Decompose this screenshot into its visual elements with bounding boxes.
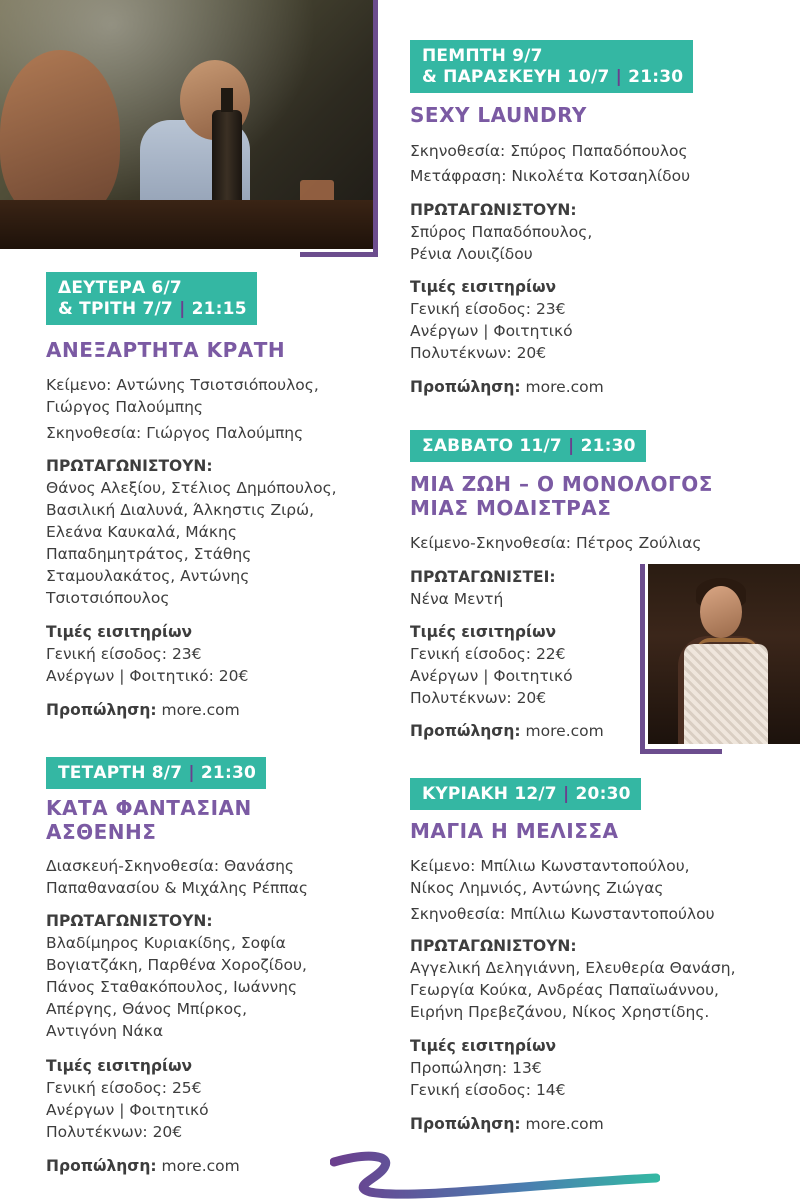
- credit-label: Κείμενο:: [410, 857, 476, 875]
- price-line: Γενική είσοδος: 14€: [410, 1081, 566, 1099]
- credit-line: [410, 165, 690, 187]
- presale-link[interactable]: more.com: [161, 1157, 240, 1175]
- cast-line: Ειρήνη Πρεβεζάνου, Νίκος Χρηστίδης.: [410, 1003, 710, 1021]
- date-line-2: & ΤΡΙΤΗ 7/7: [58, 299, 173, 319]
- presale-line: [46, 1155, 240, 1177]
- presale-label: Προπώληση:: [46, 701, 157, 719]
- credit-label: Κείμενο:: [46, 376, 112, 394]
- show-time: 21:30: [628, 67, 684, 87]
- photo-frame-accent: [640, 749, 722, 754]
- prices-label: Τιμές εισιτηρίων: [46, 623, 193, 641]
- cast-line: Ελεάνα Καυκαλά, Μάκης: [46, 523, 237, 541]
- cast-line: Αγγελική Δεληγιάννη, Ελευθερία Θανάση,: [410, 959, 736, 977]
- cast-label: ΠΡΩΤΑΓΩΝΙΣΤΕΙ:: [410, 568, 556, 586]
- cast-line: Αντιγόνη Νάκα: [46, 1022, 164, 1040]
- show-title: ΑΝΕΞΑΡΤΗΤΑ ΚΡΑΤΗ: [46, 338, 286, 362]
- prices-label: Τιμές εισιτηρίων: [410, 1037, 557, 1055]
- date-line: & ΤΡΙΤΗ 7/7 | 21:15: [58, 299, 247, 319]
- date-line: ΔΕΥΤΕΡΑ 6/7: [58, 278, 182, 298]
- credit-label: Σκηνοθεσία:: [410, 905, 506, 923]
- show-title: ΑΣΘΕΝΗΣ: [46, 820, 157, 844]
- credit-line: Κείμενο-Σκηνοθεσία: Πέτρος Ζούλιας: [410, 534, 702, 552]
- price-line: Πολυτέκνων: 20€: [46, 1123, 183, 1141]
- price-line: Ανέργων | Φοιτητικό: [410, 667, 573, 685]
- date-banner: ΤΕΤΑΡΤΗ 8/7 | 21:30: [46, 757, 266, 789]
- credit-line: Νίκος Λημνιός, Αντώνης Ζιώγας: [410, 879, 664, 897]
- presale-link[interactable]: more.com: [525, 378, 604, 396]
- date-line: ΣΑΒΒΑΤΟ 11/7: [422, 436, 562, 456]
- cast-label: ΠΡΩΤΑΓΩΝΙΣΤΟΥΝ:: [410, 937, 577, 955]
- credit-line: [46, 374, 319, 396]
- credit-value: Σπύρος Παπαδόπουλος: [510, 142, 688, 160]
- price-line: Πολυτέκνων: 20€: [410, 344, 547, 362]
- date-banner: ΣΑΒΒΑΤΟ 11/7 | 21:30: [410, 430, 646, 462]
- photo-frame-accent: [640, 564, 645, 754]
- price-line: Ανέργων | Φοιτητικό: 20€: [46, 667, 249, 685]
- credit-line: [410, 903, 715, 925]
- date-banner: ΚΥΡΙΑΚΗ 12/7 | 20:30: [410, 778, 641, 810]
- prices-label: Τιμές εισιτηρίων: [410, 623, 557, 641]
- presale-line: [46, 699, 240, 721]
- show-title: ΜΑΓΙΑ Η ΜΕΛΙΣΣΑ: [410, 819, 619, 843]
- price-line: Ανέργων | Φοιτητικό: [46, 1101, 209, 1119]
- presale-line: [410, 720, 604, 742]
- presale-link[interactable]: more.com: [161, 701, 240, 719]
- date-banner: [46, 272, 257, 325]
- cast-line: Σπύρος Παπαδόπουλος,: [410, 223, 593, 241]
- price-line: Πολυτέκνων: 20€: [410, 689, 547, 707]
- show-title: ΚΑΤΑ ΦΑΝΤΑΣΙΑΝ: [46, 796, 252, 820]
- date-banner: [410, 40, 693, 93]
- date-line: ΠΕΜΠΤΗ 9/7: [422, 46, 543, 66]
- show-title: ΜΙΑ ΖΩΗ – Ο ΜΟΝΟΛΟΓΟΣ: [410, 472, 713, 496]
- price-line: Προπώληση: 13€: [410, 1059, 542, 1077]
- show-time: 21:30: [200, 763, 257, 783]
- presale-label: Προπώληση:: [410, 722, 521, 740]
- presale-line: [410, 1113, 604, 1135]
- cast-line: Σταμουλακάτος, Αντώνης: [46, 567, 250, 585]
- cast-line: Απέργης, Θάνος Μπίρκος,: [46, 1000, 248, 1018]
- date-line: & ΠΑΡΑΣΚΕΥΗ 10/7 | 21:30: [422, 67, 684, 87]
- show-time: 20:30: [575, 784, 631, 804]
- photo-frame-accent: [300, 252, 378, 257]
- price-line: Γενική είσοδος: 22€: [410, 645, 566, 663]
- credit-value: Νικολέτα Κοτσαηλίδου: [511, 167, 691, 185]
- credit-value: Γιώργος Παλούμπης: [146, 424, 304, 442]
- price-line: Γενική είσοδος: 25€: [46, 1079, 202, 1097]
- credit-value: Αντώνης Τσιοτσιόπουλος,: [116, 376, 319, 394]
- cast-line: Θάνος Αλεξίου, Στέλιος Δημόπουλος,: [46, 479, 337, 497]
- show-time: 21:30: [580, 436, 636, 456]
- photo-frame-accent: [373, 0, 378, 257]
- cast-line: Γεωργία Κούκα, Ανδρέας Παπαϊωάννου,: [410, 981, 719, 999]
- price-line: Ανέργων | Φοιτητικό: [410, 322, 573, 340]
- credit-line: Γιώργος Παλούμπης: [46, 398, 203, 416]
- brush-stroke-decoration: [330, 1150, 660, 1200]
- show-title: SEXY LAUNDRY: [410, 103, 587, 127]
- cast-line: Βλαδίμηρος Κυριακίδης, Σοφία: [46, 934, 286, 952]
- credit-line: [46, 422, 303, 444]
- credit-label: Σκηνοθεσία:: [410, 142, 506, 160]
- credit-label: Μετάφραση:: [410, 167, 507, 185]
- credit-line: [410, 855, 690, 877]
- presale-label: Προπώληση:: [410, 1115, 521, 1133]
- presale-link[interactable]: more.com: [525, 1115, 604, 1133]
- cast-label: ΠΡΩΤΑΓΩΝΙΣΤΟΥΝ:: [46, 912, 213, 930]
- cast-line: Τσιοτσιόπουλος: [46, 589, 170, 607]
- date-line: ΚΥΡΙΑΚΗ 12/7: [422, 784, 557, 804]
- price-line: Γενική είσοδος: 23€: [46, 645, 202, 663]
- cast-label: ΠΡΩΤΑΓΩΝΙΣΤΟΥΝ:: [46, 457, 213, 475]
- credit-value: Μπίλιω Κωνσταντοπούλου,: [480, 857, 690, 875]
- credit-line: Παπαθανασίου & Μιχάλης Ρέππας: [46, 879, 308, 897]
- presale-label: Προπώληση:: [410, 378, 521, 396]
- prices-label: Τιμές εισιτηρίων: [46, 1057, 193, 1075]
- credit-value: Μπίλιω Κωνσταντοπούλου: [510, 905, 715, 923]
- show-title: ΜΙΑΣ ΜΟΔΙΣΤΡΑΣ: [410, 496, 612, 520]
- cast-line: Νένα Μεντή: [410, 590, 504, 608]
- cast-line: Πάνος Σταθακόπουλος, Ιωάννης: [46, 978, 298, 996]
- cast-line: Βογιατζάκη, Παρθένα Χοροζίδου,: [46, 956, 307, 974]
- cast-line: Βασιλική Διαλυνά, Άλκηστις Ζιρώ,: [46, 501, 315, 519]
- credit-label: Σκηνοθεσία:: [46, 424, 142, 442]
- show-time: 21:15: [191, 299, 247, 319]
- price-line: Γενική είσοδος: 23€: [410, 300, 566, 318]
- cast-line: Παπαδημητράτος, Στάθης: [46, 545, 252, 563]
- credit-line: Διασκευή-Σκηνοθεσία: Θανάσης: [46, 857, 295, 875]
- cast-line: Ρένια Λουιζίδου: [410, 245, 533, 263]
- presale-line: [410, 376, 604, 398]
- cast-label: ΠΡΩΤΑΓΩΝΙΣΤΟΥΝ:: [410, 201, 577, 219]
- date-line-2: & ΠΑΡΑΣΚΕΥΗ 10/7: [422, 67, 610, 87]
- presale-label: Προπώληση:: [46, 1157, 157, 1175]
- credit-line: [410, 140, 688, 162]
- date-line: ΤΕΤΑΡΤΗ 8/7: [58, 763, 183, 783]
- prices-label: Τιμές εισιτηρίων: [410, 278, 557, 296]
- stage-photo-right: [648, 564, 800, 744]
- stage-photo-top: [0, 0, 373, 249]
- presale-link[interactable]: more.com: [525, 722, 604, 740]
